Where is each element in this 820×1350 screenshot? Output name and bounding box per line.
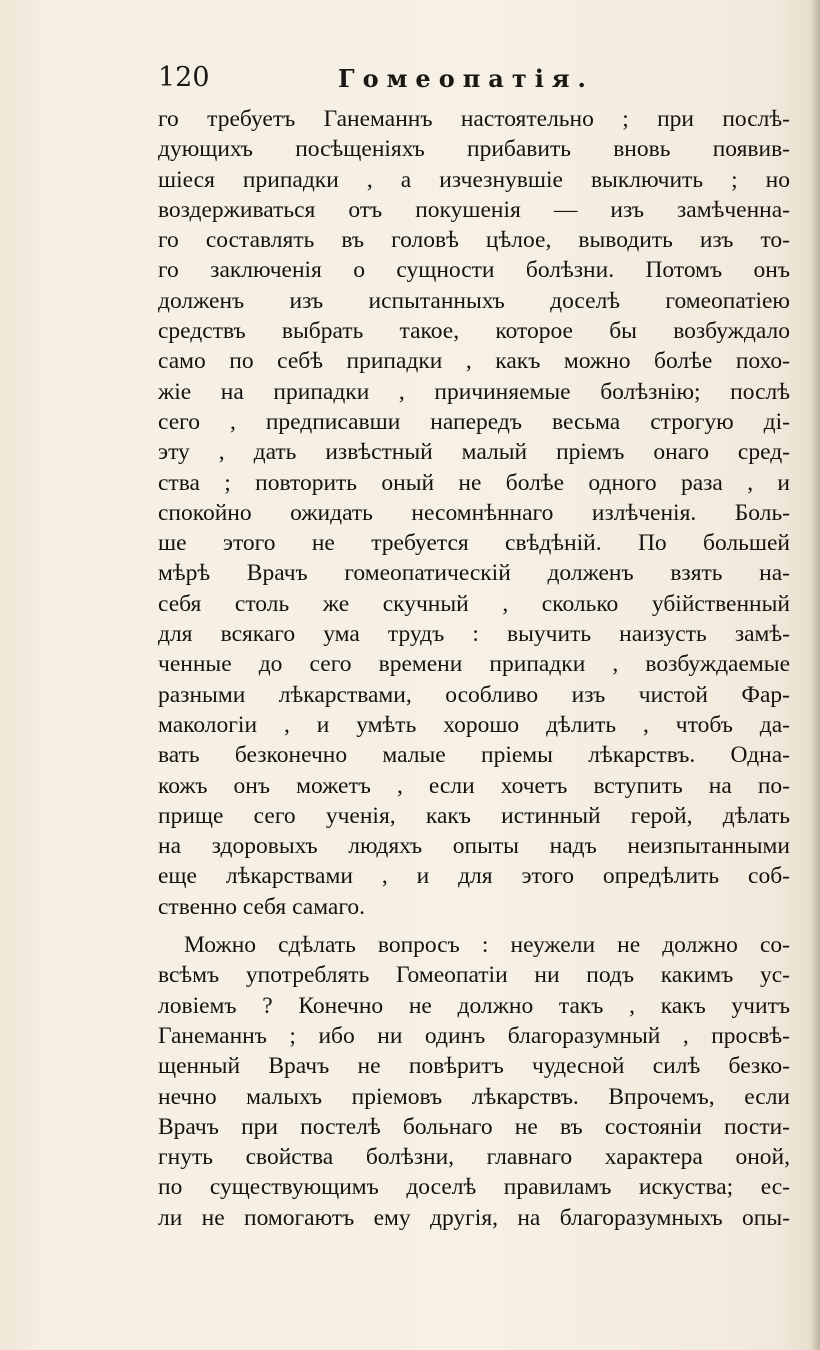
text-line: разными лѣкарствами, особливо изъ чистой Фар-	[158, 681, 790, 708]
text-line: на здоровыхъ людяхъ опыты надъ неизпытанными	[158, 833, 790, 860]
text-line: ства ; повторить оный не болѣе одного раза , и	[158, 469, 790, 496]
text-line: эту , дать извѣстный малый пріемъ онаго сред-	[158, 439, 790, 466]
text-line: дующихъ посѣщеніяхъ прибавить вновь появив-	[158, 136, 790, 163]
paragraph-1	[158, 104, 790, 922]
text-line: макологіи , и умѣть хорошо дѣлить , чтобъ да-	[158, 711, 790, 738]
text-line: долженъ изъ испытанныхъ доселѣ гомеопатіею	[158, 287, 790, 314]
text-line: воздерживаться отъ покушенія — изъ замѣченна-	[158, 196, 790, 223]
text-line: го требуетъ Ганеманнъ настоятельно ; при послѣ-	[158, 106, 790, 132]
text-line: прище сего ученія, какъ истинный герой, дѣлать	[158, 802, 790, 829]
text-line: жіе на припадки , причиняемые болѣзнію; послѣ	[158, 378, 790, 405]
paragraph-2	[158, 930, 790, 1233]
text-line: само по себѣ припадки , какъ можно болѣе похо-	[158, 348, 790, 375]
page-number: 120	[158, 62, 210, 93]
text-line: всѣмъ употреблять Гомеопатіи ни подъ какимъ ус-	[158, 962, 790, 989]
text-line: ли не помогаютъ ему другія, на благоразумныхъ опы-	[158, 1204, 790, 1231]
text-line: сего , предписавши напередъ весьма строгую ді-	[158, 408, 790, 435]
text-line: спокойно ожидать несомнѣннаго излѣченія. Боль-	[158, 499, 790, 526]
page-edge-shadow	[810, 0, 820, 1350]
text-line: Ганеманнъ ; ибо ни одинъ благоразумный , просвѣ-	[158, 1022, 790, 1049]
body-text	[158, 104, 790, 1233]
text-line: ченные до сего времени припадки , возбуждаемые	[158, 651, 790, 678]
text-line: ше этого не требуется свѣдѣній. По большей	[158, 530, 790, 557]
text-line: средствъ выбрать такое, которое бы возбуждало	[158, 318, 790, 345]
text-line: для всякаго ума трудъ : выучить наизусть замѣ-	[158, 621, 790, 648]
text-line: нечно малыхъ пріемовъ лѣкарствъ. Впрочемъ, если	[158, 1083, 790, 1110]
text-line: щенный Врачъ не повѣритъ чудесной силѣ безко-	[158, 1053, 790, 1080]
text-line: себя столь же скучный , сколько убійственный	[158, 590, 790, 617]
page-header	[158, 62, 788, 102]
text-line: шіеся припадки , а изчезнувшіе выключить ; но	[158, 166, 790, 193]
text-line: го составлять въ головѣ цѣлое, выводить изъ то-	[158, 227, 790, 254]
text-line: по существующимъ доселѣ правиламъ искуства; ес-	[158, 1174, 790, 1201]
text-line: кожъ онъ можетъ , если хочетъ вступить на по-	[158, 772, 790, 799]
text-line: Врачъ при постелѣ больнаго не въ состояніи пости-	[158, 1113, 790, 1140]
text-line: ловіемъ ? Конечно не должно такъ , какъ учитъ	[158, 992, 790, 1019]
text-line: еще лѣкарствами , и для этого опредѣлить соб-	[158, 863, 790, 890]
text-line: мѣрѣ Врачъ гомеопатическій долженъ взять на-	[158, 560, 790, 587]
text-line: ственно себя самаго.	[158, 893, 366, 920]
text-line: вать безконечно малые пріемы лѣкарствъ. Одна-	[158, 742, 790, 769]
running-title: Гомеопатія.	[338, 64, 594, 93]
text-line: Можно сдѣлать вопросъ : неужели не должно со-	[184, 932, 790, 959]
text-line: го заключенія о сущности болѣзни. Потомъ онъ	[158, 257, 790, 284]
text-line: гнуть свойства болѣзни, главнаго характера оной,	[158, 1144, 790, 1171]
